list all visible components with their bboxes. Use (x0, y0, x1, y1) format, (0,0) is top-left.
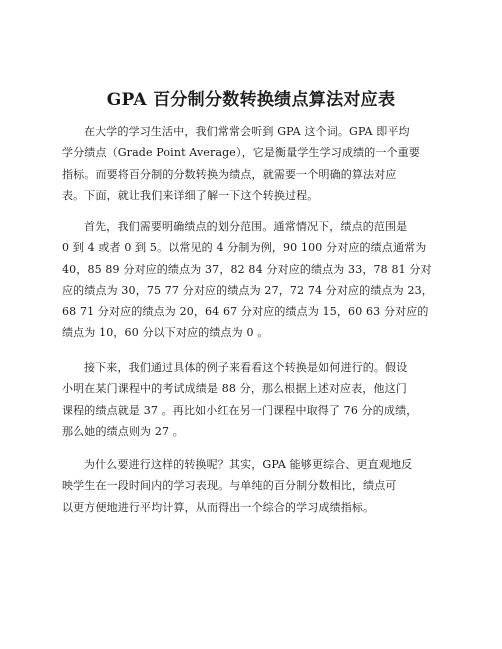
paragraph-line: 首先，我们需要明确绩点的划分范围。通常情况下，绩点的范围是 (84, 220, 408, 233)
paragraph-why (62, 454, 448, 518)
paragraph-intro (62, 121, 448, 206)
paragraph-line: 为什么要进行这样的转换呢？其实，GPA 能够更综合、更直观地反 (84, 458, 413, 471)
paragraph-line: 以更方便地进行平均计算，从而得出一个综合的学习成绩指标。 (62, 500, 375, 514)
paragraph-line: 在大学的学习生活中，我们常常会听到 GPA 这个词。GPA 即平均 (84, 125, 410, 138)
paragraph-line: 那么她的绩点则为 27 。 (62, 424, 184, 438)
paragraph-line: 40，85 89 分对应的绩点为 37，82 84 分对应的绩点为 33，78 81 分对 (62, 262, 432, 276)
paragraph-line: 学分绩点（Grade Point Average），它是衡量学生学习成绩的一个重要 (62, 146, 420, 160)
paragraph-line: 指标。而要将百分制的分数转换为绩点，就需要一个明确的算法对应 (62, 167, 397, 181)
paragraph-line: 小明在某门课程中的考试成绩是 88 分，那么根据上述对应表，他这门 (62, 382, 407, 396)
paragraph-line: 0 到 4 或者 0 到 5。以常见的 4 分制为例，90 100 分对应的绩点通常为 (62, 241, 427, 255)
page-title: GPA 百分制分数转换绩点算法对应表 (106, 90, 396, 110)
paragraph-line: 课程的绩点就是 37 。再比如小红在另一门课程中取得了 76 分的成绩， (62, 403, 418, 417)
paragraph-line: 映学生在一段时间内的学习表现。与单纯的百分制分数相比，绩点可 (62, 479, 397, 493)
paragraph-examples (62, 357, 448, 442)
paragraph-line: 表。下面，就让我们来详细了解一下这个转换过程。 (62, 188, 319, 202)
paragraph-line: 68 71 分对应的绩点为 20，64 67 分对应的绩点为 15，60 63 分对应的 (62, 305, 429, 319)
paragraph-line: 绩点为 10，60 分以下对应的绩点为 0 。 (62, 326, 269, 340)
paragraph-line: 应的绩点为 30，75 77 分对应的绩点为 27，72 74 分对应的绩点为 23， (62, 283, 433, 297)
paragraph-grade-ranges (62, 216, 448, 344)
paragraph-line: 接下来，我们通过具体的例子来看看这个转换是如何进行的。假设 (84, 361, 408, 374)
